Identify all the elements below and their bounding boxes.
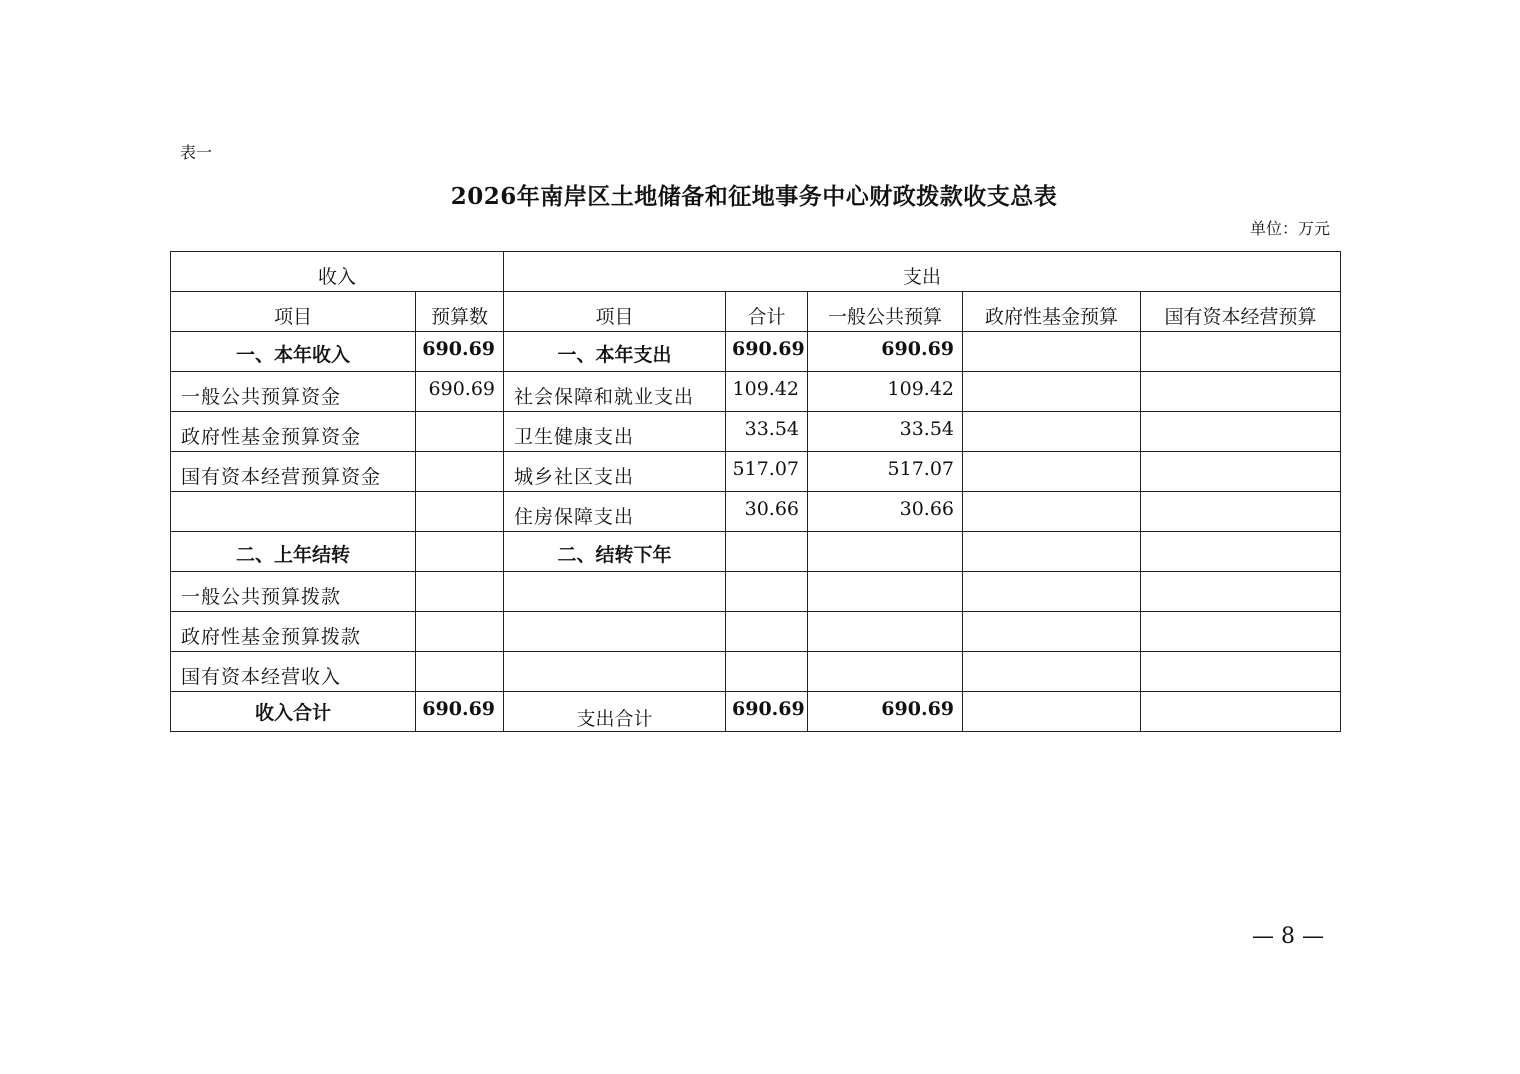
income-total-value: 690.69 xyxy=(416,692,504,732)
income-budget-cell xyxy=(416,612,504,652)
total-cell xyxy=(726,652,808,692)
general-budget-cell xyxy=(808,612,963,652)
state-capital-cell xyxy=(1141,332,1341,372)
state-capital-cell xyxy=(1141,572,1341,612)
expense-item-cell xyxy=(504,612,726,652)
income-budget-cell: 690.69 xyxy=(416,372,504,412)
income-item-cell: 一般公共预算拨款 xyxy=(171,572,416,612)
general-total-value: 690.69 xyxy=(808,692,963,732)
table-row xyxy=(171,372,1341,412)
total-cell: 33.54 xyxy=(726,412,808,452)
table-label: 表一 xyxy=(180,143,213,162)
state-capital-cell xyxy=(1141,372,1341,412)
total-cell: 109.42 xyxy=(726,372,808,412)
expense-item-cell: 住房保障支出 xyxy=(504,492,726,532)
state-capital-cell xyxy=(1141,492,1341,532)
general-budget-cell: 30.66 xyxy=(808,492,963,532)
table-row xyxy=(171,532,1341,572)
table-row xyxy=(171,412,1341,452)
general-budget-cell: 690.69 xyxy=(808,332,963,372)
table-row xyxy=(171,492,1341,532)
table-total-row xyxy=(171,692,1341,732)
income-item-cell: 政府性基金预算资金 xyxy=(171,412,416,452)
income-total-label: 收入合计 xyxy=(171,692,416,732)
income-budget-cell xyxy=(416,572,504,612)
income-budget-cell: 690.69 xyxy=(416,332,504,372)
income-item-cell: 国有资本经营收入 xyxy=(171,652,416,692)
gov-fund-cell xyxy=(963,332,1141,372)
col-gov-fund-budget: 政府性基金预算 xyxy=(963,292,1141,332)
income-budget-cell xyxy=(416,412,504,452)
gov-fund-cell xyxy=(963,572,1141,612)
general-budget-cell: 517.07 xyxy=(808,452,963,492)
expense-item-cell xyxy=(504,652,726,692)
general-budget-cell xyxy=(808,652,963,692)
table-row xyxy=(171,612,1341,652)
state-capital-cell xyxy=(1141,412,1341,452)
general-budget-cell: 33.54 xyxy=(808,412,963,452)
state-capital-cell xyxy=(1141,612,1341,652)
col-general-budget: 一般公共预算 xyxy=(808,292,963,332)
table-row xyxy=(171,452,1341,492)
gov-fund-cell xyxy=(963,372,1141,412)
state-capital-cell xyxy=(1141,532,1341,572)
income-budget-cell xyxy=(416,492,504,532)
state-capital-total-value xyxy=(1141,692,1341,732)
gov-fund-cell xyxy=(963,492,1141,532)
income-header: 收入 xyxy=(171,252,504,292)
total-cell: 517.07 xyxy=(726,452,808,492)
col-state-capital-budget: 国有资本经营预算 xyxy=(1141,292,1341,332)
general-budget-cell: 109.42 xyxy=(808,372,963,412)
col-income-item: 项目 xyxy=(171,292,416,332)
income-item-cell: 国有资本经营预算资金 xyxy=(171,452,416,492)
income-item-cell: 二、上年结转 xyxy=(171,532,416,572)
general-budget-cell xyxy=(808,572,963,612)
expense-item-cell xyxy=(504,572,726,612)
gov-fund-cell xyxy=(963,652,1141,692)
expense-header: 支出 xyxy=(504,252,1341,292)
expense-item-cell: 卫生健康支出 xyxy=(504,412,726,452)
gov-fund-cell xyxy=(963,612,1141,652)
total-cell xyxy=(726,612,808,652)
table-group-header-row xyxy=(171,252,1341,292)
col-total: 合计 xyxy=(726,292,808,332)
state-capital-cell xyxy=(1141,452,1341,492)
unit-label: 单位：万元 xyxy=(1249,219,1330,238)
total-cell xyxy=(726,572,808,612)
expense-item-cell: 城乡社区支出 xyxy=(504,452,726,492)
expense-total-label: 支出合计 xyxy=(504,692,726,732)
income-item-cell: 一般公共预算资金 xyxy=(171,372,416,412)
gov-fund-cell xyxy=(963,452,1141,492)
income-budget-cell xyxy=(416,452,504,492)
col-income-budget: 预算数 xyxy=(416,292,504,332)
general-budget-cell xyxy=(808,532,963,572)
page-number: — 8 — xyxy=(1252,924,1324,949)
table-column-header-row xyxy=(171,292,1341,332)
income-budget-cell xyxy=(416,532,504,572)
page-title: 2026年南岸区土地储备和征地事务中心财政拨款收支总表 xyxy=(450,183,1058,210)
income-item-cell: 一、本年收入 xyxy=(171,332,416,372)
expense-item-cell: 一、本年支出 xyxy=(504,332,726,372)
col-expense-item: 项目 xyxy=(504,292,726,332)
gov-fund-total-value xyxy=(963,692,1141,732)
gov-fund-cell xyxy=(963,532,1141,572)
income-budget-cell xyxy=(416,652,504,692)
total-cell xyxy=(726,532,808,572)
expense-item-cell: 社会保障和就业支出 xyxy=(504,372,726,412)
gov-fund-cell xyxy=(963,412,1141,452)
table-row xyxy=(171,572,1341,612)
total-total-value: 690.69 xyxy=(726,692,808,732)
budget-summary-table xyxy=(170,251,1341,732)
expense-item-cell: 二、结转下年 xyxy=(504,532,726,572)
total-cell: 690.69 xyxy=(726,332,808,372)
table-row xyxy=(171,652,1341,692)
total-cell: 30.66 xyxy=(726,492,808,532)
state-capital-cell xyxy=(1141,652,1341,692)
table-row xyxy=(171,332,1341,372)
income-item-cell: 政府性基金预算拨款 xyxy=(171,612,416,652)
income-item-cell xyxy=(171,492,416,532)
